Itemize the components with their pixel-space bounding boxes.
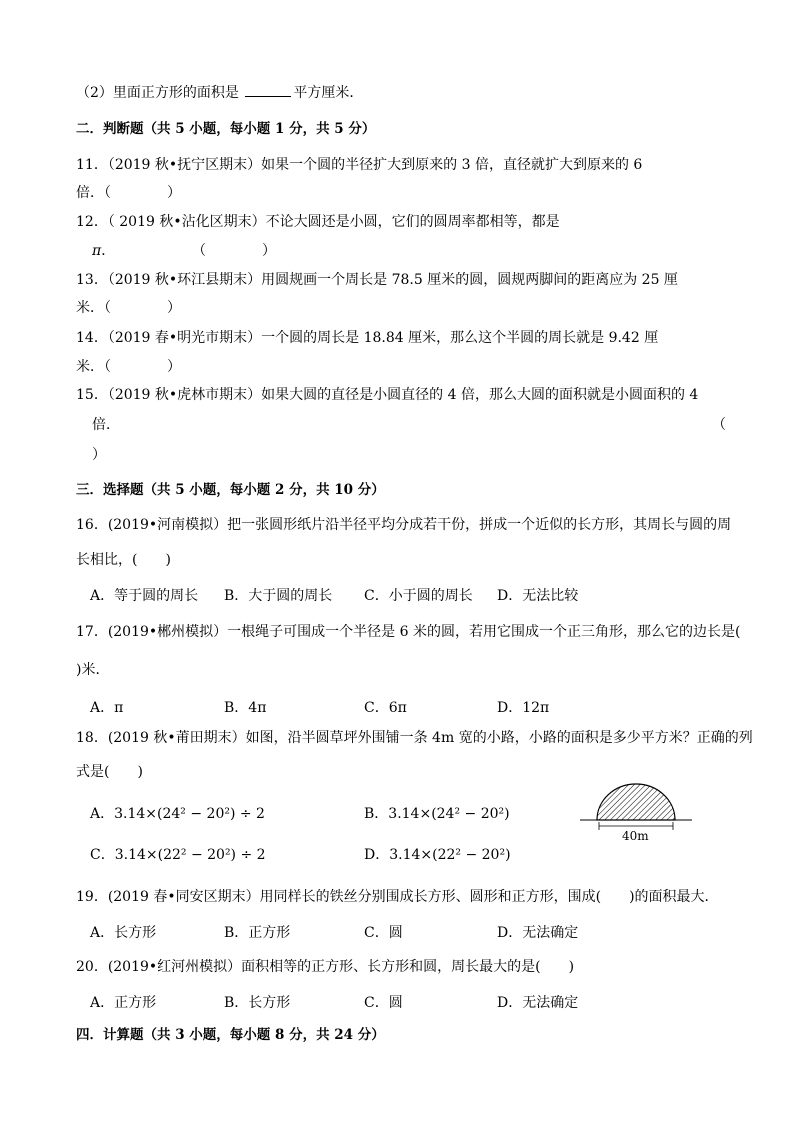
option-a[interactable]: A．长方形 bbox=[90, 925, 157, 941]
unit-text: 平方厘米． bbox=[293, 85, 364, 101]
question-15-line1: 15．（2019 秋•虎林市期末）如果大圆的直径是小圆直径的 4 倍，那么大圆的面积就是小圆面积的 4 bbox=[76, 387, 699, 403]
question-11-line1: 11．（2019 秋•抚宁区期末）如果一个圆的半径扩大到原来的 3 倍，直径就扩大到原来的 6 bbox=[76, 157, 643, 173]
question-14-line2: 米．（ ） bbox=[76, 359, 181, 375]
option-d[interactable]: D．无法确定 bbox=[497, 995, 579, 1011]
option-a[interactable]: A．等于圆的周长 bbox=[90, 588, 199, 604]
question-19-line1: 19．(2019 春•同安区期末）用同样长的铁丝分别围成长方形、圆形和正方形，围成( )的面积最大． bbox=[76, 889, 719, 905]
question-15-close-paren: ） bbox=[92, 447, 106, 463]
option-d[interactable]: D．无法确定 bbox=[497, 925, 579, 941]
option-d[interactable]: D．3.14×(22² − 20²) bbox=[364, 847, 511, 863]
question-18-line2: 式是( ) bbox=[76, 764, 143, 780]
option-d[interactable]: D．无法比较 bbox=[497, 588, 579, 604]
question-14-line1: 14．（2019 春•明光市期末）一个圆的周长是 18.84 厘米，那么这个半圆的周长就是 9.42 厘 bbox=[76, 330, 659, 346]
option-c[interactable]: C．圆 bbox=[364, 925, 403, 941]
question-part-2 bbox=[76, 82, 363, 103]
period: ． bbox=[101, 243, 116, 259]
question-17-line1: 17．(2019•郴州模拟）一根绳子可围成一个半径是 6 米的圆，若用它围成一个正三角形，那么它的边长是( bbox=[76, 624, 741, 640]
question-13-line2: 米．（ ） bbox=[76, 300, 181, 316]
semicircle-diagram bbox=[580, 782, 692, 846]
option-b[interactable]: B．大于圆的周长 bbox=[224, 588, 333, 604]
semicircle-figure bbox=[580, 782, 692, 846]
section-heading-judgment: 二．判断题（共 5 小题，每小题 1 分，共 5 分） bbox=[76, 121, 376, 137]
option-a[interactable]: A．3.14×(24² − 20²) ÷ 2 bbox=[90, 806, 265, 822]
option-b[interactable]: B．长方形 bbox=[224, 995, 291, 1011]
question-15-open-paren: （ bbox=[712, 417, 726, 433]
option-b[interactable]: B．4π bbox=[224, 700, 267, 716]
option-b[interactable]: B．3.14×(24² − 20²) bbox=[364, 806, 510, 822]
option-a[interactable]: A．π bbox=[90, 700, 124, 716]
question-11-line2: 倍．（ ） bbox=[76, 185, 181, 201]
option-c[interactable]: C．6π bbox=[364, 700, 407, 716]
option-d[interactable]: D．12π bbox=[497, 700, 550, 716]
question-12-line1: 12．（ 2019 秋•沾化区期末）不论大圆还是小圆，它们的圆周率都相等，都是 bbox=[76, 214, 560, 230]
option-c[interactable]: C．小于圆的周长 bbox=[364, 588, 473, 604]
question-12-answer-paren: （ ） bbox=[192, 243, 276, 259]
question-20-line1: 20．(2019•红河州模拟）面积相等的正方形、长方形和圆，周长最大的是( ) bbox=[76, 959, 575, 975]
question-text: （2）里面正方形的面积是 bbox=[76, 85, 239, 101]
question-16-line2: 长相比，( ) bbox=[76, 552, 171, 568]
question-15-line2: 倍． bbox=[92, 417, 120, 433]
dimension-label: 40m bbox=[622, 829, 649, 843]
option-c[interactable]: C．3.14×(22² − 20²) ÷ 2 bbox=[90, 847, 266, 863]
option-a[interactable]: A．正方形 bbox=[90, 995, 157, 1011]
section-heading-calculation: 四．计算题（共 3 小题，每小题 8 分，共 24 分） bbox=[76, 1027, 385, 1043]
option-c[interactable]: C．圆 bbox=[364, 995, 403, 1011]
answer-blank[interactable] bbox=[245, 82, 291, 97]
question-16-line1: 16．(2019•河南模拟）把一张圆形纸片沿半径平均分成若干份，拼成一个近似的长方形，其周长与圆的周 bbox=[76, 517, 732, 533]
option-b[interactable]: B．正方形 bbox=[224, 925, 291, 941]
pi-symbol: π bbox=[92, 243, 102, 259]
question-17-line2: )米． bbox=[76, 662, 110, 678]
question-12-line2 bbox=[92, 241, 115, 261]
question-18-line1: 18．(2019 秋•莆田期末）如图，沿半圆草坪外围铺一条 4m 宽的小路，小路的面积是多少平方米？正确的列 bbox=[76, 730, 753, 746]
question-13-line1: 13．（2019 秋•环江县期末）用圆规画一个周长是 78.5 厘米的圆，圆规两脚间的距离应为 25 厘 bbox=[76, 272, 678, 288]
section-heading-choice: 三．选择题（共 5 小题，每小题 2 分，共 10 分） bbox=[76, 482, 385, 498]
hatched-semicircle bbox=[597, 784, 675, 820]
